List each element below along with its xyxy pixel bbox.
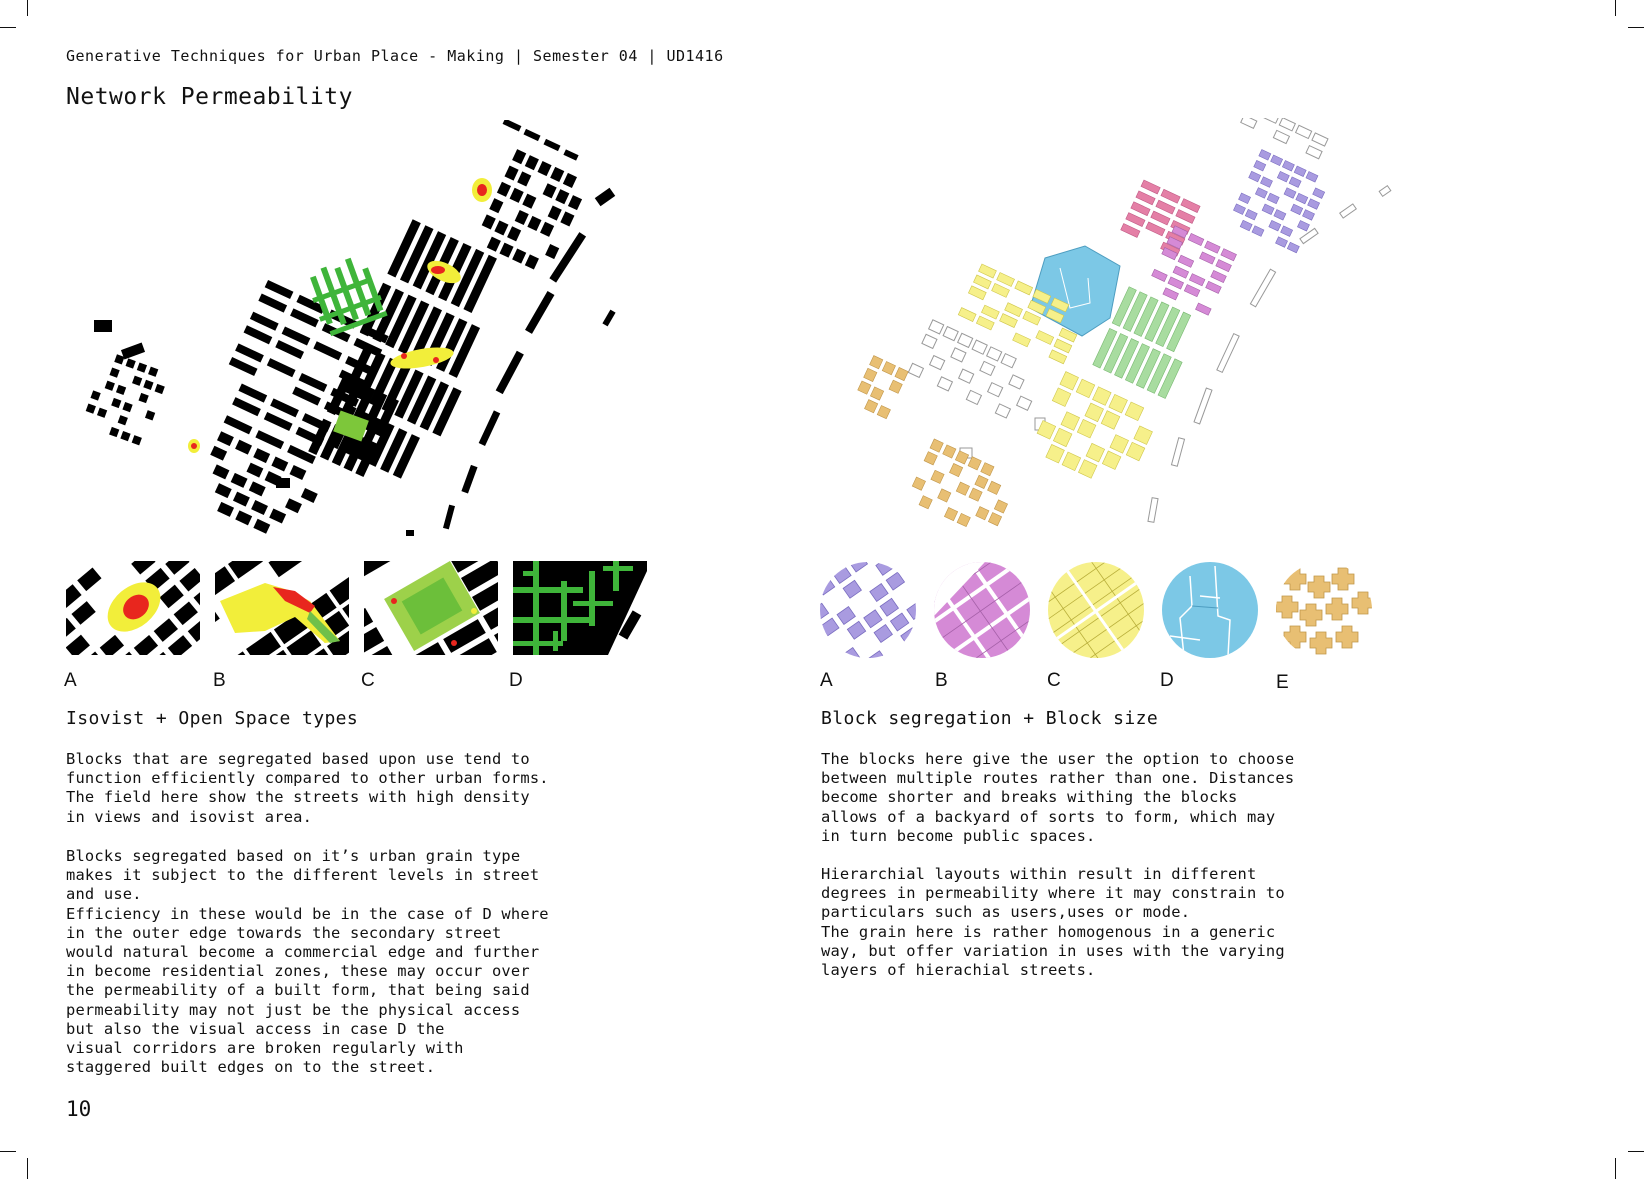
circle-label-d: D — [1160, 670, 1174, 691]
crop-mark — [1628, 27, 1644, 28]
figure-ground-isovist-map — [66, 120, 646, 550]
page-title: Network Permeability — [66, 84, 353, 110]
right-paragraph-1: The blocks here give the user the option to choose between multiple routes rather than one. Distances become shorter and breaks withing the blocks allows of a backyard of sorts to form, which may in turn become public spaces. — [821, 750, 1295, 845]
block-circle-c — [1003, 556, 1189, 664]
crop-mark — [27, 0, 28, 16]
circle-label-b: B — [935, 670, 948, 691]
crop-mark — [0, 1151, 16, 1152]
block-circle-b — [900, 556, 1070, 664]
right-subheading: Block segregation + Block size — [821, 708, 1159, 729]
crop-mark — [1615, 1158, 1616, 1179]
isovist-thumbnail-d — [513, 561, 647, 655]
thumbnail-label-a: A — [64, 670, 77, 691]
thumbnail-label-b: B — [213, 670, 226, 691]
crop-mark — [1615, 0, 1616, 16]
circle-label-c: C — [1047, 670, 1061, 691]
right-paragraph-2: Hierarchial layouts within result in different degrees in permeability where it may constrain to particulars such as users,uses or mode. The grain here is rather homogenous in a generic way, but offer variation in uses with the varying layers of hierachial streets. — [821, 865, 1285, 980]
crop-mark — [0, 27, 16, 28]
thumbnail-label-d: D — [509, 670, 523, 691]
block-circle-a — [820, 556, 936, 664]
thumbnail-label-c: C — [361, 670, 375, 691]
isovist-thumbnail-a — [66, 561, 200, 655]
left-paragraph-1: Blocks that are segregated based upon use tend to function efficiently compared to other urban forms. The field here show the streets with high density in views and isovist area. — [66, 750, 549, 826]
crop-mark — [27, 1158, 28, 1179]
page-number: 10 — [66, 1097, 92, 1121]
isovist-thumbnails — [66, 561, 662, 655]
left-paragraph-2: Blocks segregated based on it’s urban grain type makes it subject to the different levels in street and use. Efficiency in these would be in the case of D where in the outer edge towards the secondary street would natural become a commercial edge and further in become residential zones, these may occur over the permeability of a built form, that being said permeability may not just be the physical access but also the visual access in case D the visual corridors are broken regularly with staggered built edges on to the street. — [66, 847, 549, 1077]
block-circle-d — [1162, 562, 1258, 658]
crop-mark — [1628, 1151, 1644, 1152]
running-header: Generative Techniques for Urban Place - Making | Semester 04 | UD1416 — [66, 47, 724, 65]
block-type-circles — [820, 556, 1380, 664]
left-subheading: Isovist + Open Space types — [66, 708, 359, 729]
circle-label-a: A — [820, 670, 833, 691]
isovist-thumbnail-c — [364, 561, 498, 655]
block-circle-e — [1276, 568, 1374, 654]
isovist-thumbnail-b — [215, 561, 349, 655]
block-segregation-map — [820, 118, 1420, 548]
circle-label-e: E — [1276, 672, 1289, 693]
